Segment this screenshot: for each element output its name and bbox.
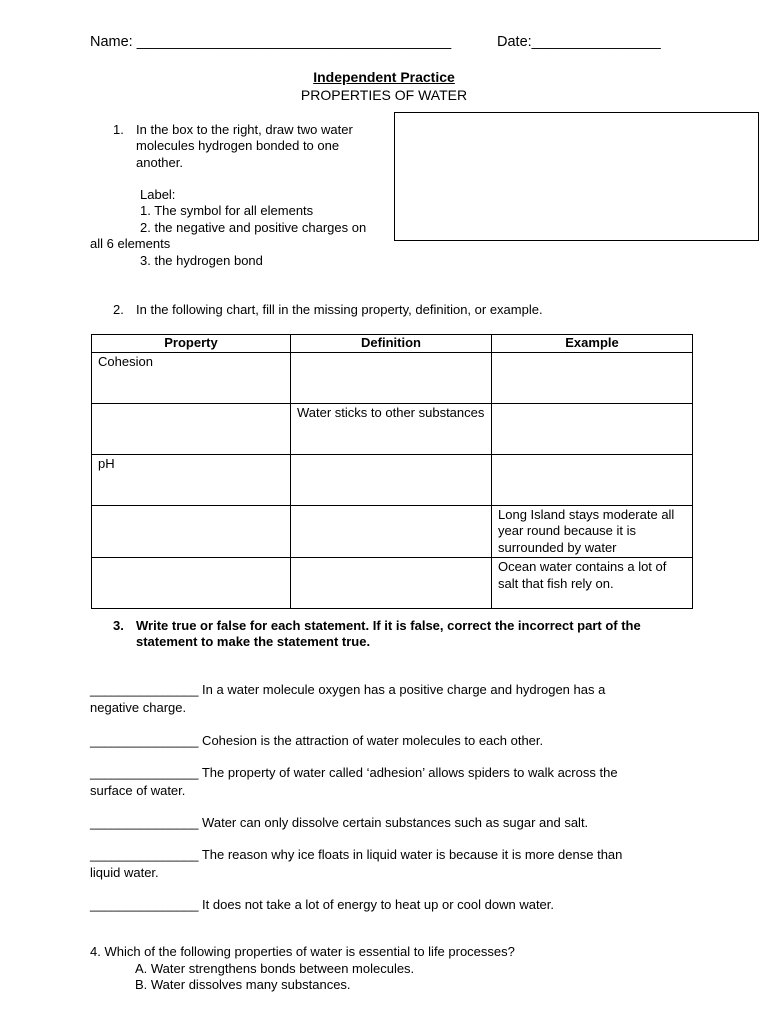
worksheet-subtitle: PROPERTIES OF WATER	[300, 87, 468, 103]
q3-instruction-line-1: Write true or false for each statement. If it is false, correct the incorrect part of the	[136, 618, 641, 633]
cell-example[interactable]	[492, 454, 693, 505]
cell-property[interactable]	[92, 403, 291, 454]
name-field-line[interactable]: Name: _______________________________________	[90, 34, 452, 50]
q3-number: 3.	[113, 618, 124, 633]
q4-text: 4. Which of the following properties of water is essential to life processes?	[90, 944, 515, 959]
cell-definition[interactable]	[291, 352, 492, 403]
header-example: Example	[492, 335, 693, 353]
q4-option-b[interactable]: B. Water dissolves many substances.	[135, 977, 351, 992]
table-row	[92, 558, 693, 609]
q1-number: 1.	[113, 122, 124, 137]
tf-statement-5-cont: liquid water.	[90, 865, 159, 880]
cell-example[interactable]	[492, 403, 693, 454]
properties-chart	[91, 334, 693, 609]
tf-statement-5[interactable]: _______________ The reason why ice floats in liquid water is because it is more dense than	[90, 847, 623, 862]
q2-number: 2.	[113, 302, 124, 317]
worksheet-title: Independent Practice	[313, 69, 455, 85]
cell-property[interactable]	[92, 505, 291, 558]
cell-definition: Water sticks to other substances	[291, 403, 492, 454]
table-row	[92, 505, 693, 558]
cell-property[interactable]	[92, 558, 291, 609]
cell-property: pH	[92, 454, 291, 505]
cell-definition[interactable]	[291, 505, 492, 558]
q3-instruction-line-2: statement to make the statement true.	[136, 634, 371, 649]
header-definition: Definition	[291, 335, 492, 353]
q1-label-item-3: 3. the hydrogen bond	[140, 253, 263, 268]
header-property: Property	[92, 335, 291, 353]
q1-label-item-2-cont: all 6 elements	[90, 236, 171, 251]
table-row	[92, 454, 693, 505]
tf-statement-3-cont: surface of water.	[90, 783, 186, 798]
q4-option-a[interactable]: A. Water strengthens bonds between molecules.	[135, 961, 415, 976]
q1-text-line-2: molecules hydrogen bonded to one	[136, 138, 340, 153]
q1-label-item-1: 1. The symbol for all elements	[140, 203, 314, 218]
q1-text-line-1: In the box to the right, draw two water	[136, 122, 353, 137]
table-row	[92, 403, 693, 454]
cell-example: Long Island stays moderate all year round because it is surrounded by water	[492, 505, 693, 558]
tf-statement-1-cont: negative charge.	[90, 700, 187, 715]
tf-statement-4[interactable]: _______________ Water can only dissolve certain substances such as sugar and salt.	[90, 815, 589, 830]
tf-statement-2[interactable]: _______________ Cohesion is the attraction of water molecules to each other.	[90, 733, 544, 748]
q1-label-heading: Label:	[140, 187, 176, 202]
table-header-row	[92, 335, 693, 353]
drawing-answer-box[interactable]	[394, 112, 759, 241]
date-field-line[interactable]: Date:________________	[497, 34, 661, 50]
tf-statement-3[interactable]: _______________ The property of water called ‘adhesion’ allows spiders to walk across the	[90, 765, 618, 780]
q1-label-item-2: 2. the negative and positive charges on	[140, 220, 367, 235]
cell-definition[interactable]	[291, 558, 492, 609]
q1-text-line-3: another.	[136, 155, 183, 170]
cell-definition[interactable]	[291, 454, 492, 505]
cell-example: Ocean water contains a lot of salt that fish rely on.	[492, 558, 693, 609]
cell-property: Cohesion	[92, 352, 291, 403]
cell-example[interactable]	[492, 352, 693, 403]
q2-text: In the following chart, fill in the missing property, definition, or example.	[136, 302, 543, 317]
table-row	[92, 352, 693, 403]
tf-statement-6[interactable]: _______________ It does not take a lot of energy to heat up or cool down water.	[90, 897, 555, 912]
tf-statement-1[interactable]: _______________ In a water molecule oxygen has a positive charge and hydrogen has a	[90, 682, 606, 697]
